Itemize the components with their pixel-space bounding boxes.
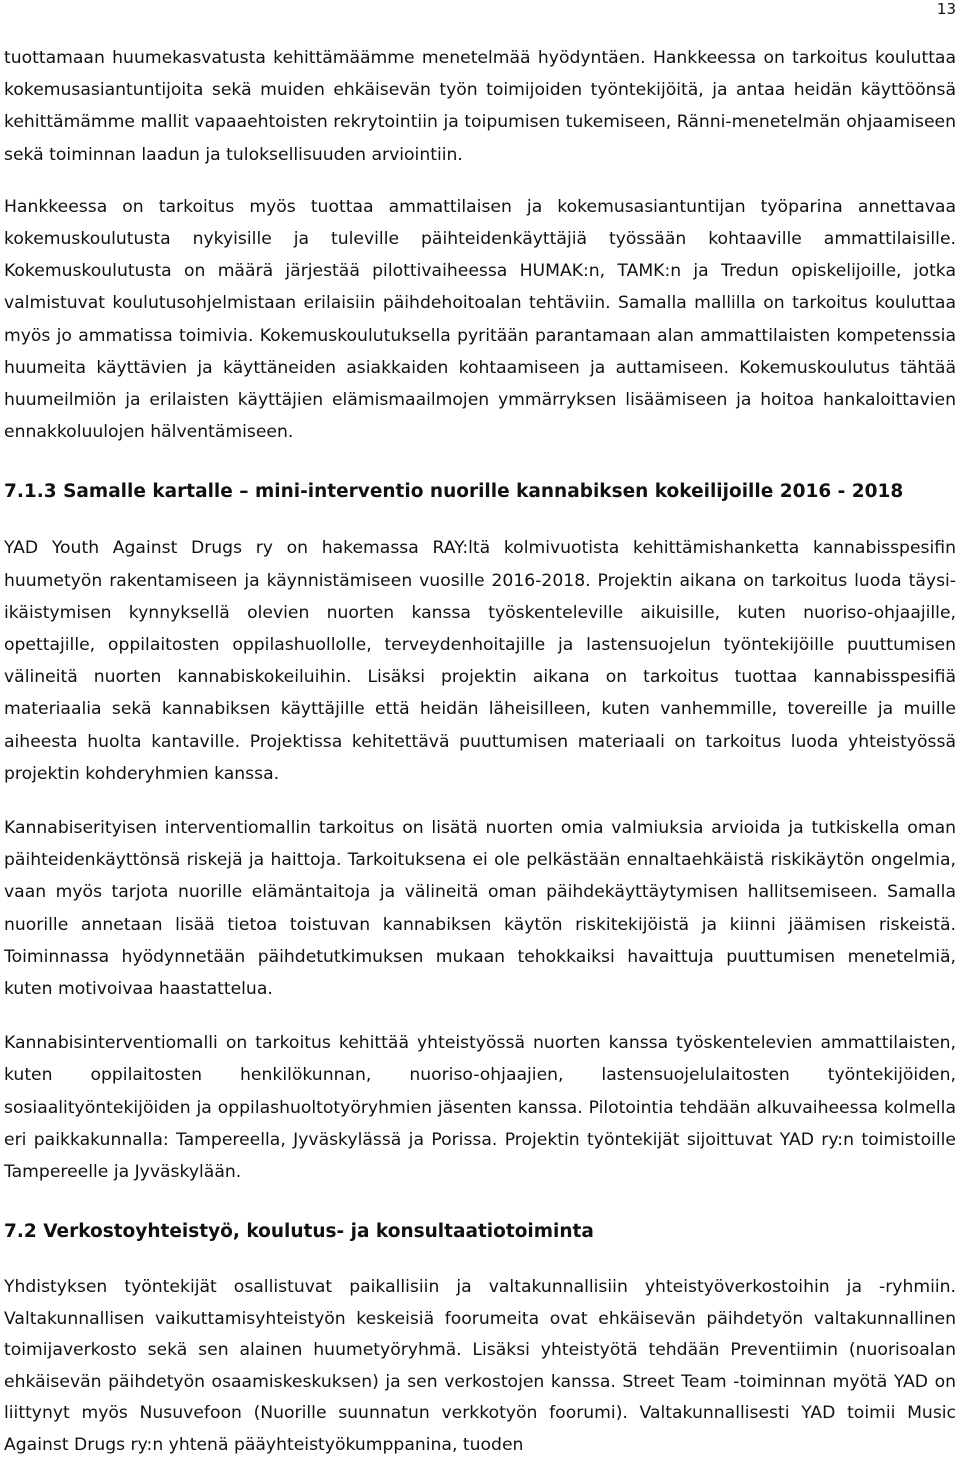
paragraph-network-cooperation: Yhdistyksen työntekijät osallistuvat paikallisiin ja valtakunnallisiin yhteistyöverkostoihin ja -ryhmiin. Valtakunnallisen vaikuttamisyhteistyön keskeisiä foorumeita ovat ehkäisevän päihdetyön valtakunnallinen toimijaverkosto sekä sen alainen huumetyöryhmä. Lisäksi yhteistyötä tehdään Preventiimin (nuorisoalan ehkäisevän päihdetyön osaamiskeskuksen) ja sen verkostojen kanssa. Street Team -toiminnan myötä YAD on liittynyt myös Nusuvefoon (Nuorille suunnatun verkkotyön foorumi). Valtakunnallisesti YAD toimii Music Against Drugs ry:n yhtenä pääyhteistyökumppanina, tuoden bbox=[4, 1277, 956, 1455]
paragraph-kokemuskoulutus: Hankkeessa on tarkoitus myös tuottaa ammattilaisen ja kokemusasiantuntijan työparina annettavaa kokemuskoulutusta nykyisille ja tuleville päihteidenkäyttäjiä työssään kohtaaville ammattilaisille. Kokemuskoulutusta on määrä järjestää pilottivaiheessa HUMAK:n, TAMK:n ja Tredun opiskelijoille, jotka valmistuvat koulutusohjelmistaan erilaisiin päihdehoitoalan tehtäviin. Samalla mallilla on tarkoitus kouluttaa myös jo ammatissa toimivia. Kokemuskoulutuksella pyritään parantamaan alan ammattilaisten kompetenssia huumeita käyttävien ja käyttäneiden asiakkaiden kohtaamiseen ja auttamiseen. Kokemuskoulutus tähtää huumeilmiön ja erilaisten käyttäjien elämismaailmojen ymmärryksen lisäämiseen ja hoitoa hankaloittavien ennakkoluulojen hälventämiseen. bbox=[4, 196, 956, 443]
page-number: 13 bbox=[936, 0, 956, 18]
paragraph-intro: tuottamaan huumekasvatusta kehittämäämme menetelmää hyödyntäen. Hankkeessa on tarkoitus kouluttaa kokemusasiantuntijoita sekä muiden ehkäisevän työn toimijoiden työntekijöitä, ja antaa heidän käyttöönsä kehittämämme mallit vapaaehtoisten rekrytointiin ja toipumisen tukemiseen, Ränni-menetelmän ohjaamiseen sekä toiminnan laadun ja tuloksellisuuden arviointiin. bbox=[4, 48, 956, 165]
document-body bbox=[4, 42, 956, 1461]
section-heading-7-1-3: 7.1.3 Samalle kartalle – mini-interventio nuorille kannabiksen kokeilijoille 2016 - 2018 bbox=[4, 481, 904, 503]
paragraph-intervention-model: Kannabisinterventiomalli on tarkoitus kehittää yhteistyössä nuorten kanssa työskentelevien ammattilaisten, kuten oppilaitosten henkilökunnan, nuoriso-ohjaajien, lastensuojelulaitosten työntekijöiden, sosiaalityöntekijöiden ja oppilashuoltotyöryhmien jäsenten kanssa. Pilotointia tehdään alkuvaiheessa kolmella eri paikkakunnalla: Tampereella, Jyväskylässä ja Porissa. Projektin työntekijät sijoittuvat YAD ry:n toimistoille Tampereelle ja Jyväskylään. bbox=[4, 1033, 956, 1183]
paragraph-intervention-purpose: Kannabiserityisen interventiomallin tarkoitus on lisätä nuorten omia valmiuksia arvioida ja tutkiskella oman päihteidenkäyttönsä riskejä ja haittoja. Tarkoituksena ei ole pelkästään ennaltaehkäistä riskikäytön ongelmia, vaan myös tarjota nuorille elämäntaitoja ja välineitä oman päihdekäyttäytymisen hallitsemiseen. Samalla nuorille annetaan lisää tietoa toistuvan kannabiksen käytön riskitekijöistä ja kiinni jäämisen riskeistä. Toiminnassa hyödynnetään päihdetutkimuksen mukaan tehokkaiksi havaittuja puuttumisen menetelmiä, kuten motivoivaa haastattelua. bbox=[4, 818, 956, 1000]
section-heading-7-2: 7.2 Verkostoyhteistyö, koulutus- ja konsultaatiotoiminta bbox=[4, 1221, 594, 1243]
paragraph-yad-project: YAD Youth Against Drugs ry on hakemassa RAY:ltä kolmivuotista kehittämishanketta kannabisspesifin huumetyön rakentamiseen ja käynnistämiseen vuosille 2016-2018. Projektin aikana on tarkoitus luoda täysi-ikäistymisen kynnyksellä olevien nuorten kanssa työskenteleville aikuisille, kuten nuoriso-ohjaajille, opettajille, oppilaitosten oppilashuollolle, terveydenhoitajille ja lastensuojelun työntekijöille puuttumisen välineitä nuorten kannabiskokeiluihin. Lisäksi projektin aikana on tarkoitus tuottaa kannabisspesifiä materiaalia sekä kannabiksen käyttäjille että heidän läheisilleen, kuten vanhemmille, tovereille ja muille aiheesta huolta kantaville. Projektissa kehitettävä puuttumisen materiaali on tarkoitus luoda yhteistyössä projektin kohderyhmien kanssa. bbox=[4, 538, 956, 784]
